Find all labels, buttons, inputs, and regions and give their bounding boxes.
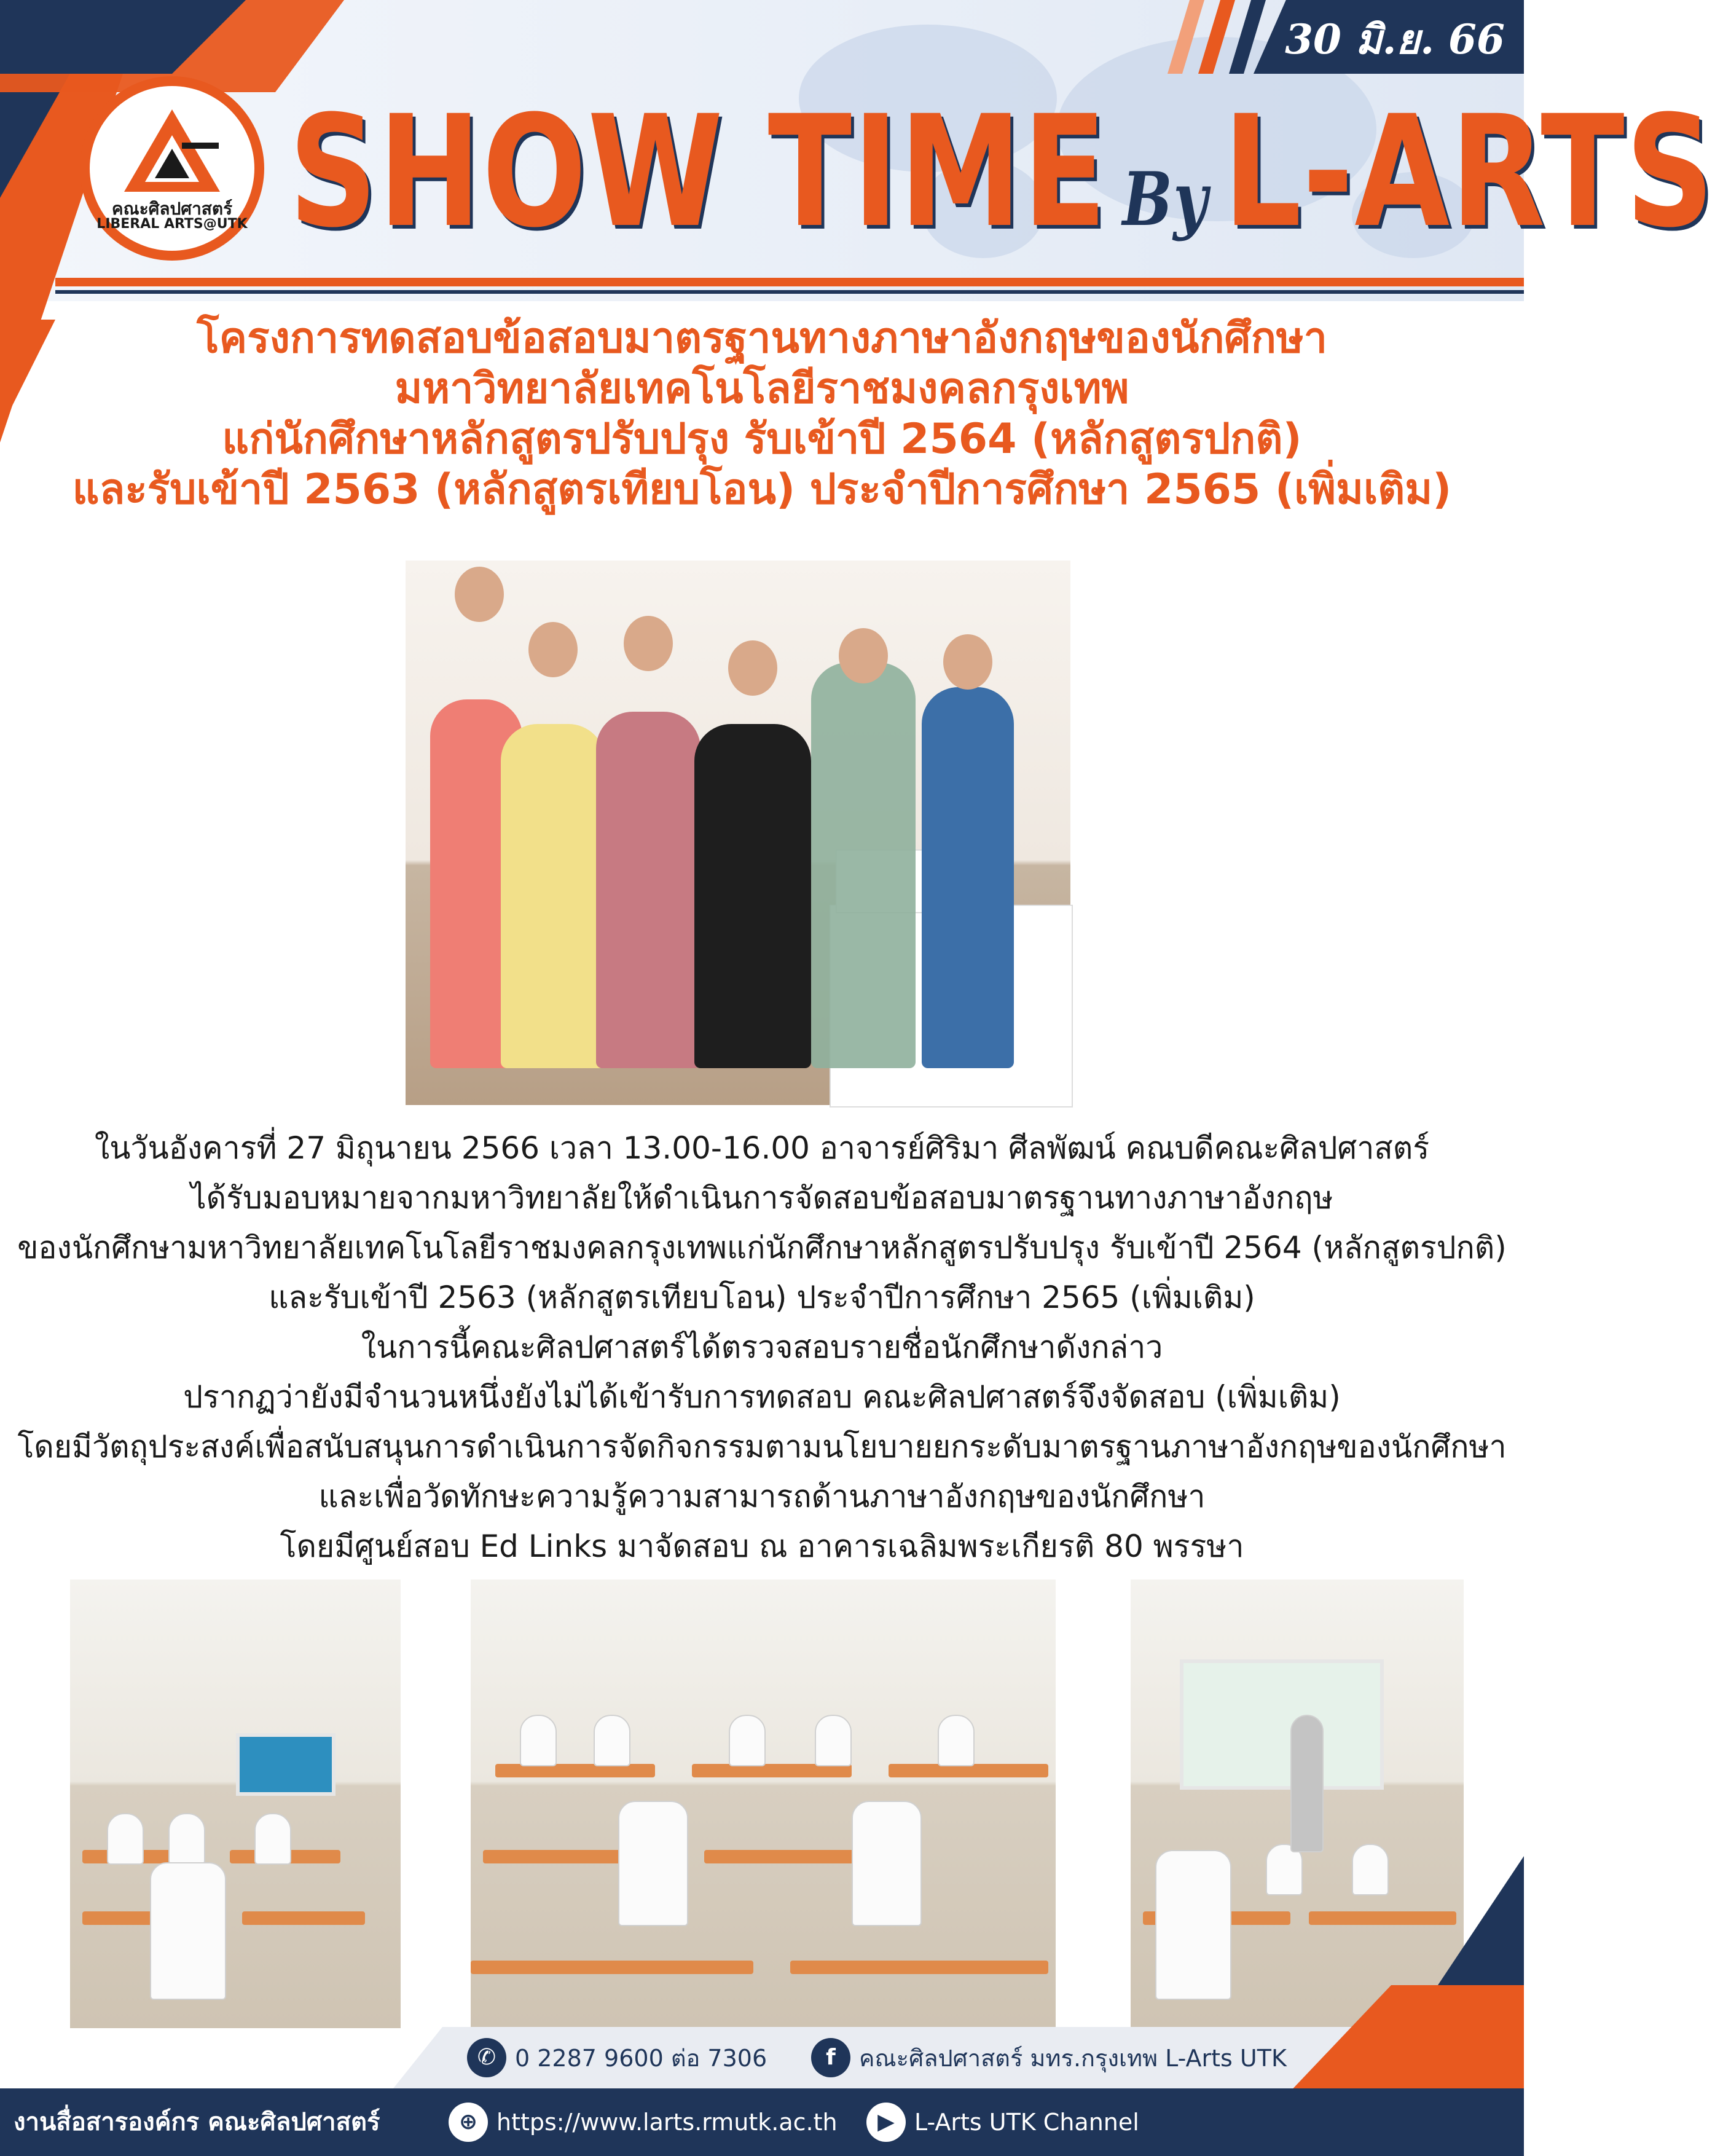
- photo-desk: [790, 1961, 1048, 1974]
- logo-text-thai: คณะศิลปศาสตร์: [111, 199, 233, 219]
- banner-title: [289, 80, 1715, 264]
- website-url: https://www.larts.rmutk.ac.th: [496, 2109, 838, 2136]
- footer-website[interactable]: [449, 2103, 838, 2142]
- projector-screen: [1180, 1659, 1384, 1790]
- photo-desk: [495, 1764, 655, 1777]
- photo-person: [501, 724, 605, 1068]
- body-line: ในวันอังคารที่ 27 มิถุนายน 2566 เวลา 13.00-16.00 อาจารย์ศิริมา ศีลพัฒน์ คณบดีคณะศิลปศาสตร์: [94, 1130, 1430, 1166]
- body-line: โดยมีศูนย์สอบ Ed Links มาจัดสอบ ณ อาคารเฉลิมพระเกียรติ 80 พรรษา: [280, 1528, 1244, 1564]
- photo-presenter: [1290, 1715, 1324, 1852]
- photo-desk: [471, 1961, 753, 1974]
- footer-facebook[interactable]: [811, 2038, 1287, 2077]
- photo-person-head: [624, 616, 673, 671]
- header-divider: [55, 278, 1524, 286]
- photo-person: [596, 712, 701, 1068]
- youtube-icon: ▶: [866, 2103, 906, 2142]
- photo-student: [520, 1715, 557, 1766]
- projector-screen: [236, 1733, 336, 1796]
- body-line: และเพื่อวัดทักษะความรู้ความสามารถด้านภาษาอังกฤษของนักศึกษา: [318, 1479, 1206, 1514]
- photo-student: [254, 1813, 291, 1865]
- phone-icon: ✆: [467, 2038, 506, 2077]
- photo-person: [694, 724, 811, 1068]
- article-body: [0, 1123, 1524, 1572]
- body-line: ปรากฏว่ายังมีจำนวนหนึ่งยังไม่ได้เข้ารับการทดสอบ คณะศิลปศาสตร์จึงจัดสอบ (เพิ่มเติม): [183, 1379, 1341, 1415]
- photo-student: [1352, 1844, 1389, 1895]
- exam-briefing-photo: [1131, 1580, 1464, 2028]
- logo-text-english: LIBERAL ARTS@UTK: [96, 216, 248, 232]
- body-line: โดยมีวัตถุประสงค์เพื่อสนับสนุนการดำเนินการจัดกิจกรรมตามนโยบายยกระดับมาตรฐานภาษาอังกฤษของนักศึกษา: [17, 1429, 1507, 1465]
- headline-line: แก่นักศึกษาหลักสูตรปรับปรุง รับเข้าปี 2564 (หลักสูตรปกติ): [222, 415, 1302, 463]
- photo-person: [922, 687, 1014, 1068]
- photo-person-head: [728, 640, 777, 696]
- title-by: By: [1122, 156, 1209, 243]
- headline-line: มหาวิทยาลัยเทคโนโลยีราชมงคลกรุงเทพ: [394, 364, 1129, 413]
- post-date: 30 มิ.ย. 66: [1285, 15, 1505, 63]
- headline-line: โครงการทดสอบข้อสอบมาตรฐานทางภาษาอังกฤษของนักศึกษา: [197, 314, 1327, 363]
- photo-person: [811, 663, 916, 1068]
- footer-credit: งานสื่อสารองค์กร คณะศิลปศาสตร์: [14, 2108, 380, 2136]
- facebook-icon: f: [811, 2038, 850, 2077]
- phone-number: 0 2287 9600 ต่อ 7306: [515, 2044, 767, 2072]
- logo-a-mark-icon: [120, 106, 224, 198]
- photo-student: [107, 1813, 144, 1865]
- photo-student: [1155, 1850, 1231, 2000]
- footer-youtube[interactable]: [866, 2103, 1139, 2142]
- title-l-arts: L-ARTS: [1223, 82, 1715, 261]
- photo-student: [815, 1715, 852, 1766]
- header-divider: [55, 290, 1524, 294]
- globe-icon: ⊕: [449, 2103, 488, 2142]
- footer-phone: [467, 2038, 767, 2077]
- youtube-channel: L-Arts UTK Channel: [914, 2109, 1139, 2136]
- photo-student: [150, 1862, 226, 2000]
- photo-student: [729, 1715, 766, 1766]
- body-line: ของนักศึกษามหาวิทยาลัยเทคโนโลยีราชมงคลกรุงเทพแก่นักศึกษาหลักสูตรปรับปรุง รับเข้าปี 2564 (หลักสูตรปกติ): [17, 1230, 1507, 1265]
- photo-desk: [242, 1911, 365, 1925]
- photo-desk: [1309, 1911, 1456, 1925]
- photo-person-head: [455, 567, 504, 622]
- photo-person-head: [943, 634, 992, 690]
- group-photo: [406, 561, 1070, 1105]
- photo-student: [594, 1715, 630, 1766]
- photo-student: [168, 1813, 205, 1865]
- photo-student: [618, 1801, 688, 1926]
- photo-student: [852, 1801, 922, 1926]
- photo-person-head: [839, 628, 888, 683]
- facebook-page-name: คณะศิลปศาสตร์ มทร.กรุงเทพ L-Arts UTK: [859, 2044, 1287, 2072]
- headline: [0, 313, 1524, 515]
- exam-room-photo: [70, 1580, 401, 2028]
- title-show-time: SHOW TIME: [289, 82, 1108, 261]
- body-line: และรับเข้าปี 2563 (หลักสูตรเทียบโอน) ประจำปีการศึกษา 2565 (เพิ่มเติม): [269, 1280, 1255, 1315]
- photo-person-head: [528, 622, 578, 677]
- exam-hall-photo: [471, 1580, 1056, 2028]
- headline-line: และรับเข้าปี 2563 (หลักสูตรเทียบโอน) ประจำปีการศึกษา 2565 (เพิ่มเติม): [72, 465, 1452, 514]
- body-line: ได้รับมอบหมายจากมหาวิทยาลัยให้ดำเนินการจัดสอบข้อสอบมาตรฐานทางภาษาอังกฤษ: [190, 1180, 1333, 1216]
- body-line: ในการนี้คณะศิลปศาสตร์ได้ตรวจสอบรายชื่อนักศึกษาดังกล่าว: [361, 1329, 1163, 1365]
- photo-student: [938, 1715, 975, 1766]
